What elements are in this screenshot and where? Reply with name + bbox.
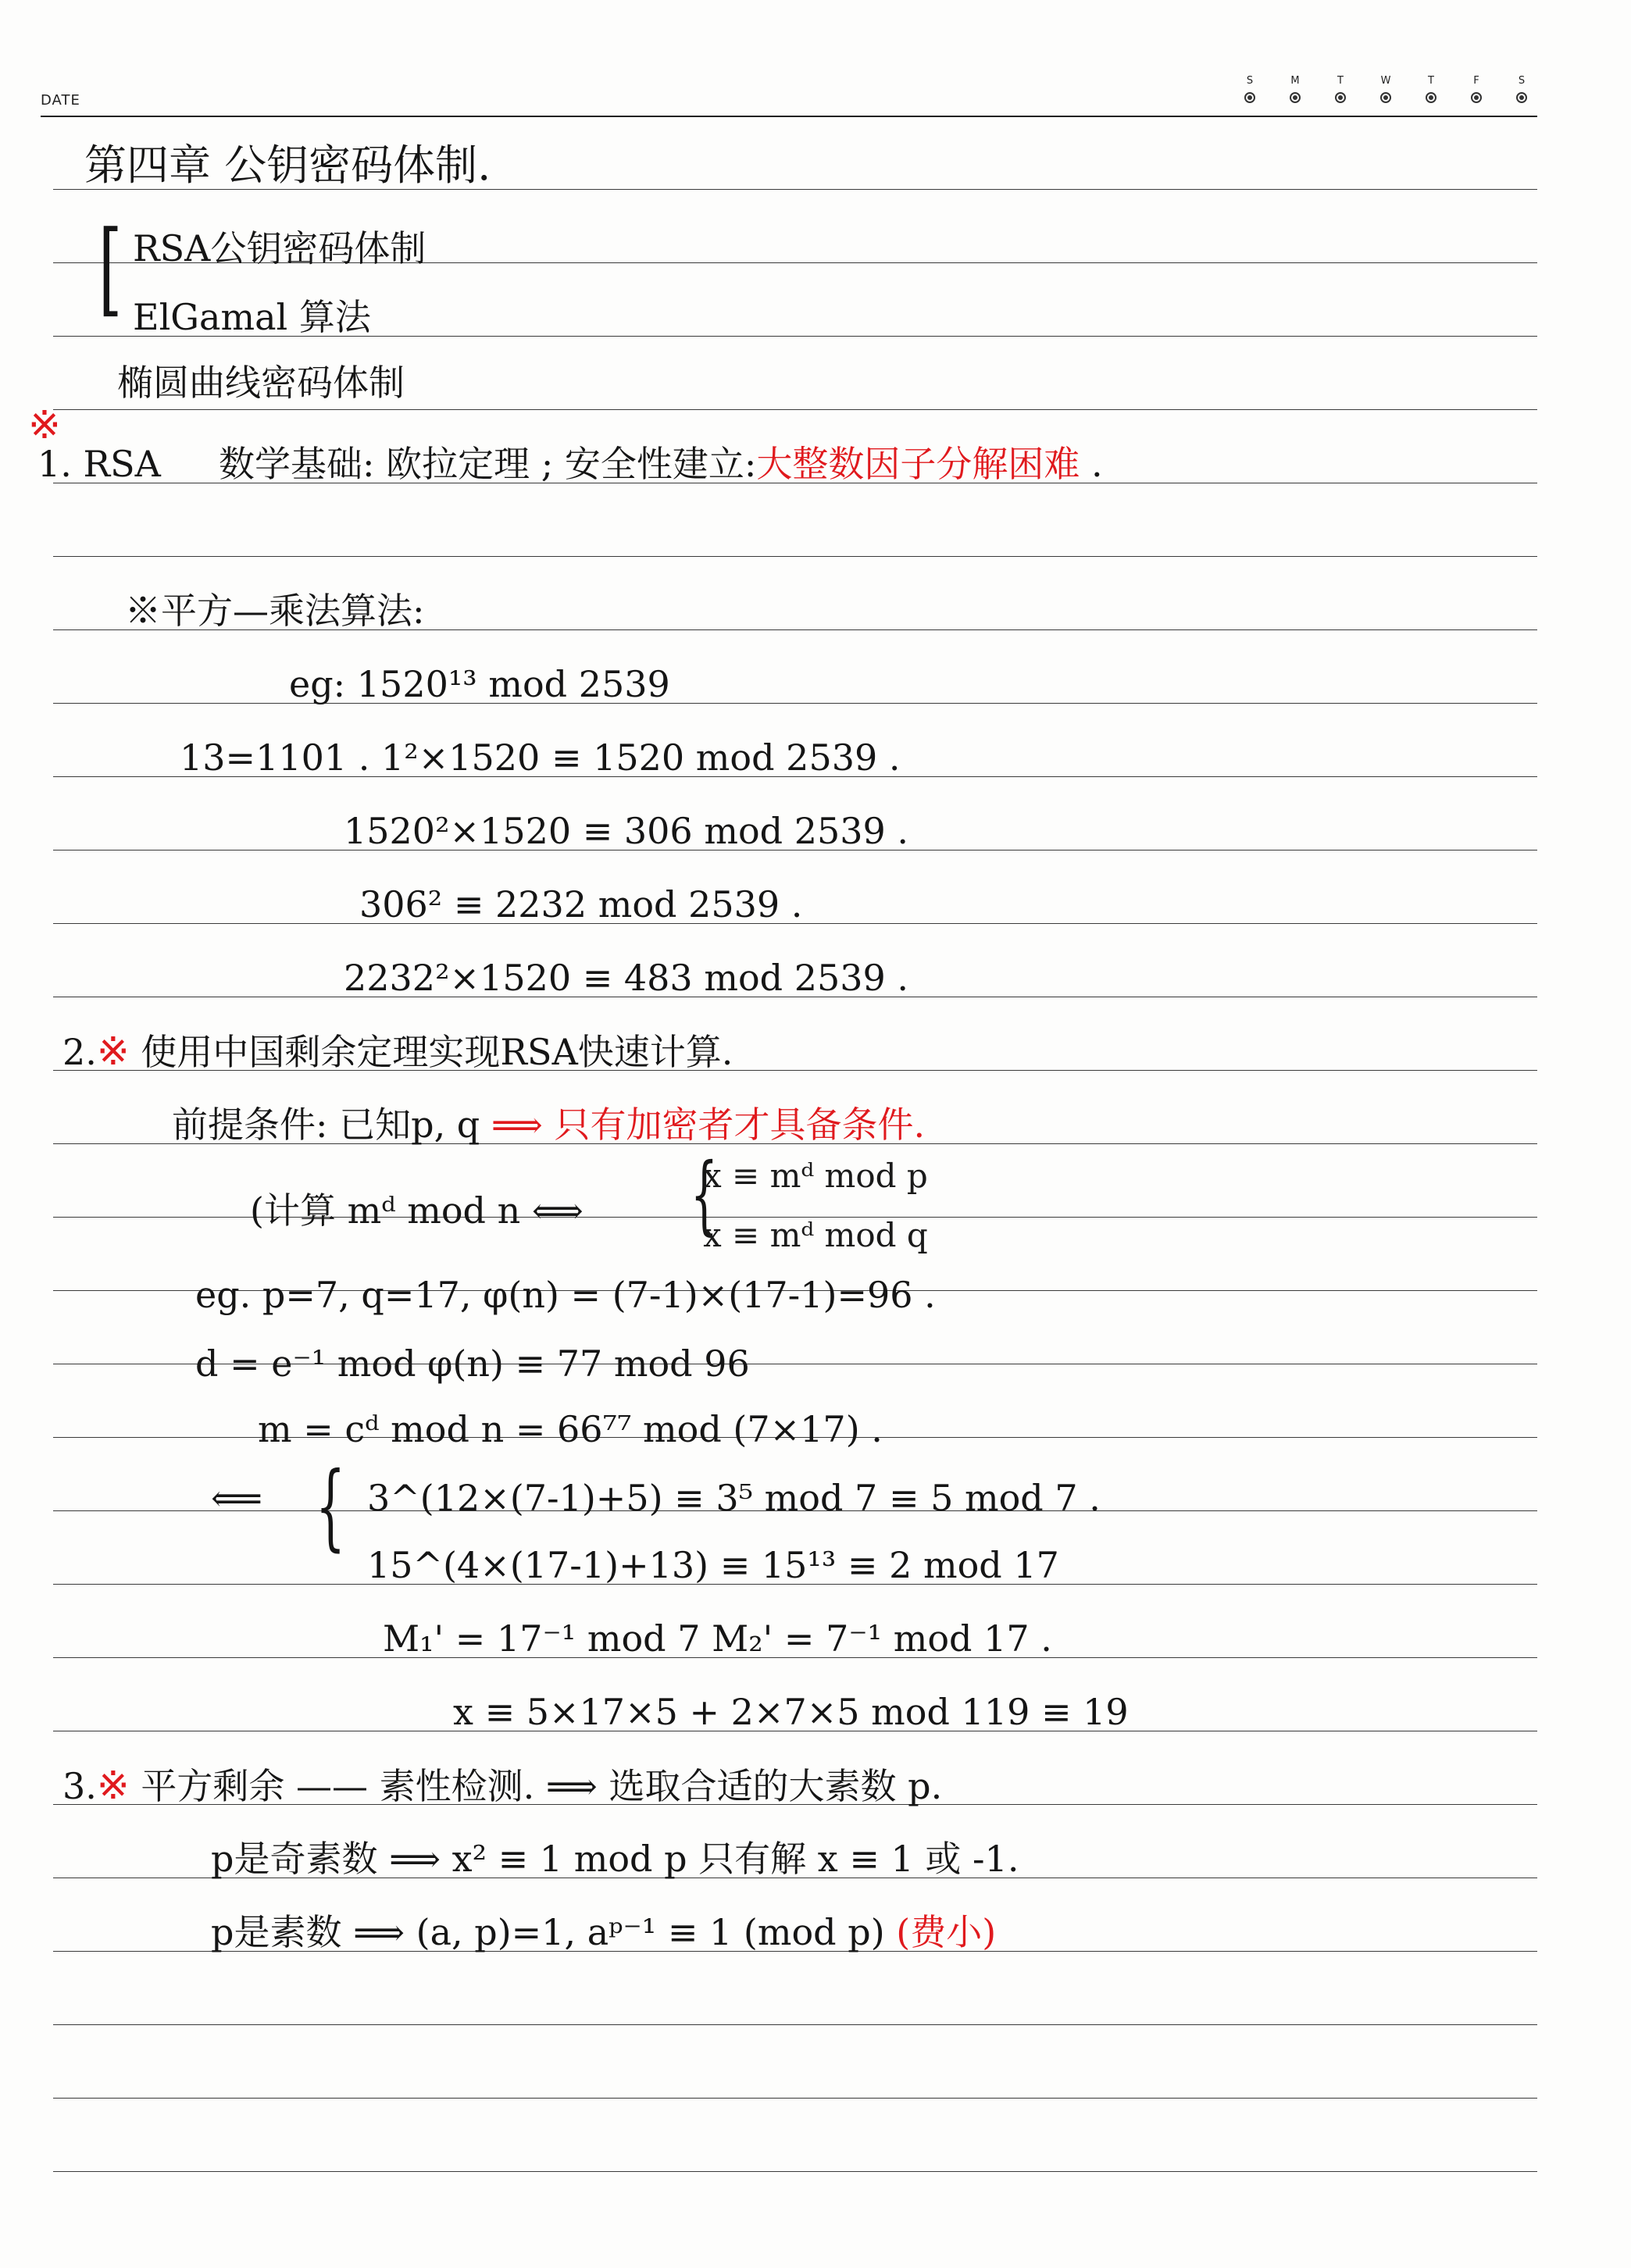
- compute-line: (计算 mᵈ mod n ⟺: [250, 1189, 584, 1232]
- fermat-red-note: (费小): [896, 1911, 997, 1953]
- weekday-dot-icon: [1426, 92, 1436, 103]
- topic-ecc: 椭圆曲线密码体制: [117, 362, 405, 404]
- important-mark-icon: ※: [96, 1763, 130, 1808]
- iff-arrow-icon: ⟸: [211, 1477, 262, 1519]
- left-brace-icon: {: [691, 1144, 718, 1244]
- congruence-system-1: x ≡ mᵈ mod p: [703, 1157, 928, 1195]
- weekday-letter: S: [1246, 75, 1254, 87]
- weekday-dot-icon: [1380, 92, 1391, 103]
- weekday-dot-icon: [1516, 92, 1527, 103]
- ruled-line: [53, 2098, 1537, 2099]
- ruled-line: [53, 556, 1537, 557]
- ruled-line: [53, 409, 1537, 410]
- section-3-header: [62, 1763, 942, 1808]
- step-line-2: 1520²×1520 ≡ 306 mod 2539 .: [344, 810, 909, 852]
- weekday-tue[interactable]: [1331, 75, 1350, 103]
- weekday-dot-icon: [1244, 92, 1255, 103]
- fermat-line: [211, 1910, 996, 1954]
- d-line: d = e⁻¹ mod φ(n) ≡ 77 mod 96: [195, 1343, 750, 1385]
- section-3-number: 3.: [62, 1765, 97, 1807]
- section-2-number: 2.: [62, 1031, 97, 1073]
- implies-arrow-icon: ⟹: [545, 1765, 598, 1807]
- weekday-sun[interactable]: [1240, 75, 1259, 103]
- crt-congruence-2: 15^(4×(17-1)+13) ≡ 15¹³ ≡ 2 mod 17: [367, 1544, 1059, 1586]
- basis-text: 数学基础: 欧拉定理 ; 安全性建立:: [219, 443, 757, 485]
- precondition-red-text: 只有加密者才具备条件.: [554, 1104, 926, 1146]
- ruled-line: [53, 703, 1537, 704]
- section-2-title: 使用中国剩余定理实现RSA快速计算.: [141, 1031, 733, 1073]
- weekday-dot-icon: [1471, 92, 1482, 103]
- important-mark-icon: ※: [96, 1029, 130, 1074]
- ruled-line: [53, 2171, 1537, 2172]
- section-3-title: 平方剩余 —— 素性检测.: [141, 1765, 535, 1807]
- implies-arrow-icon: ⟹: [491, 1104, 543, 1146]
- step-line-4: 2232²×1520 ≡ 483 mod 2539 .: [344, 957, 909, 999]
- weekday-fri[interactable]: [1467, 75, 1486, 103]
- odd-prime-line: p是奇素数 ⟹ x² ≡ 1 mod p 只有解 x ≡ 1 或 -1.: [211, 1838, 1019, 1880]
- topic-elgamal: ElGamal 算法: [133, 296, 371, 338]
- left-brace-icon: [: [98, 209, 123, 327]
- section-1-number: 1. RSA: [37, 443, 161, 485]
- inverse-line: M₁' = 17⁻¹ mod 7 M₂' = 7⁻¹ mod 17 .: [383, 1617, 1052, 1660]
- weekday-letter: T: [1337, 75, 1344, 87]
- weekday-letter: S: [1518, 75, 1526, 87]
- weekday-selector: [1240, 75, 1531, 103]
- crt-example-line: eg. p=7, q=17, φ(n) = (7-1)×(17-1)=96 .: [195, 1274, 936, 1316]
- topic-rsa: RSA公钥密码体制: [133, 227, 426, 269]
- weekday-sat[interactable]: [1512, 75, 1531, 103]
- weekday-thu[interactable]: [1422, 75, 1440, 103]
- weekday-letter: T: [1428, 75, 1434, 87]
- date-label: DATE: [41, 92, 80, 109]
- m-line: m = cᵈ mod n = 66⁷⁷ mod (7×17) .: [258, 1408, 883, 1450]
- fermat-text: p是素数 ⟹ (a, p)=1, aᵖ⁻¹ ≡ 1 (mod p): [211, 1911, 885, 1953]
- chapter-title: 第四章 公钥密码体制.: [84, 141, 491, 190]
- square-multiply-title: ※平方—乘法算法:: [125, 590, 425, 632]
- step-line-3: 306² ≡ 2232 mod 2539 .: [359, 883, 803, 925]
- weekday-letter: M: [1290, 75, 1300, 87]
- x-result-line: x ≡ 5×17×5 + 2×7×5 mod 119 ≡ 19: [453, 1691, 1129, 1733]
- basis-red-text: 大整数因子分解困难: [756, 443, 1080, 485]
- example-line: eg: 1520¹³ mod 2539: [289, 663, 670, 705]
- section-3-goal: 选取合适的大素数 p.: [609, 1765, 943, 1807]
- weekday-dot-icon: [1335, 92, 1346, 103]
- weekday-dot-icon: [1290, 92, 1301, 103]
- header-rule: [41, 116, 1537, 117]
- precondition-line: [172, 1103, 925, 1146]
- congruence-system-2: x ≡ mᵈ mod q: [703, 1216, 928, 1254]
- step-line-1: 13=1101 . 1²×1520 ≡ 1520 mod 2539 .: [180, 736, 901, 779]
- weekday-wed[interactable]: [1376, 75, 1395, 103]
- weekday-mon[interactable]: [1286, 75, 1304, 103]
- left-brace-icon: {: [316, 1453, 346, 1561]
- section-2-header: [62, 1029, 733, 1074]
- precondition-text: 前提条件: 已知p, q: [172, 1104, 480, 1146]
- important-mark-icon: ※: [28, 402, 61, 448]
- section-1-basis: 数学基础: 欧拉定理 ; 安全性建立:大整数因子分解困难 .: [219, 443, 1103, 485]
- weekday-letter: W: [1380, 75, 1391, 87]
- ruled-line: [53, 2024, 1537, 2025]
- weekday-letter: F: [1473, 75, 1479, 87]
- crt-congruence-1: 3^(12×(7-1)+5) ≡ 3⁵ mod 7 ≡ 5 mod 7 .: [367, 1477, 1101, 1519]
